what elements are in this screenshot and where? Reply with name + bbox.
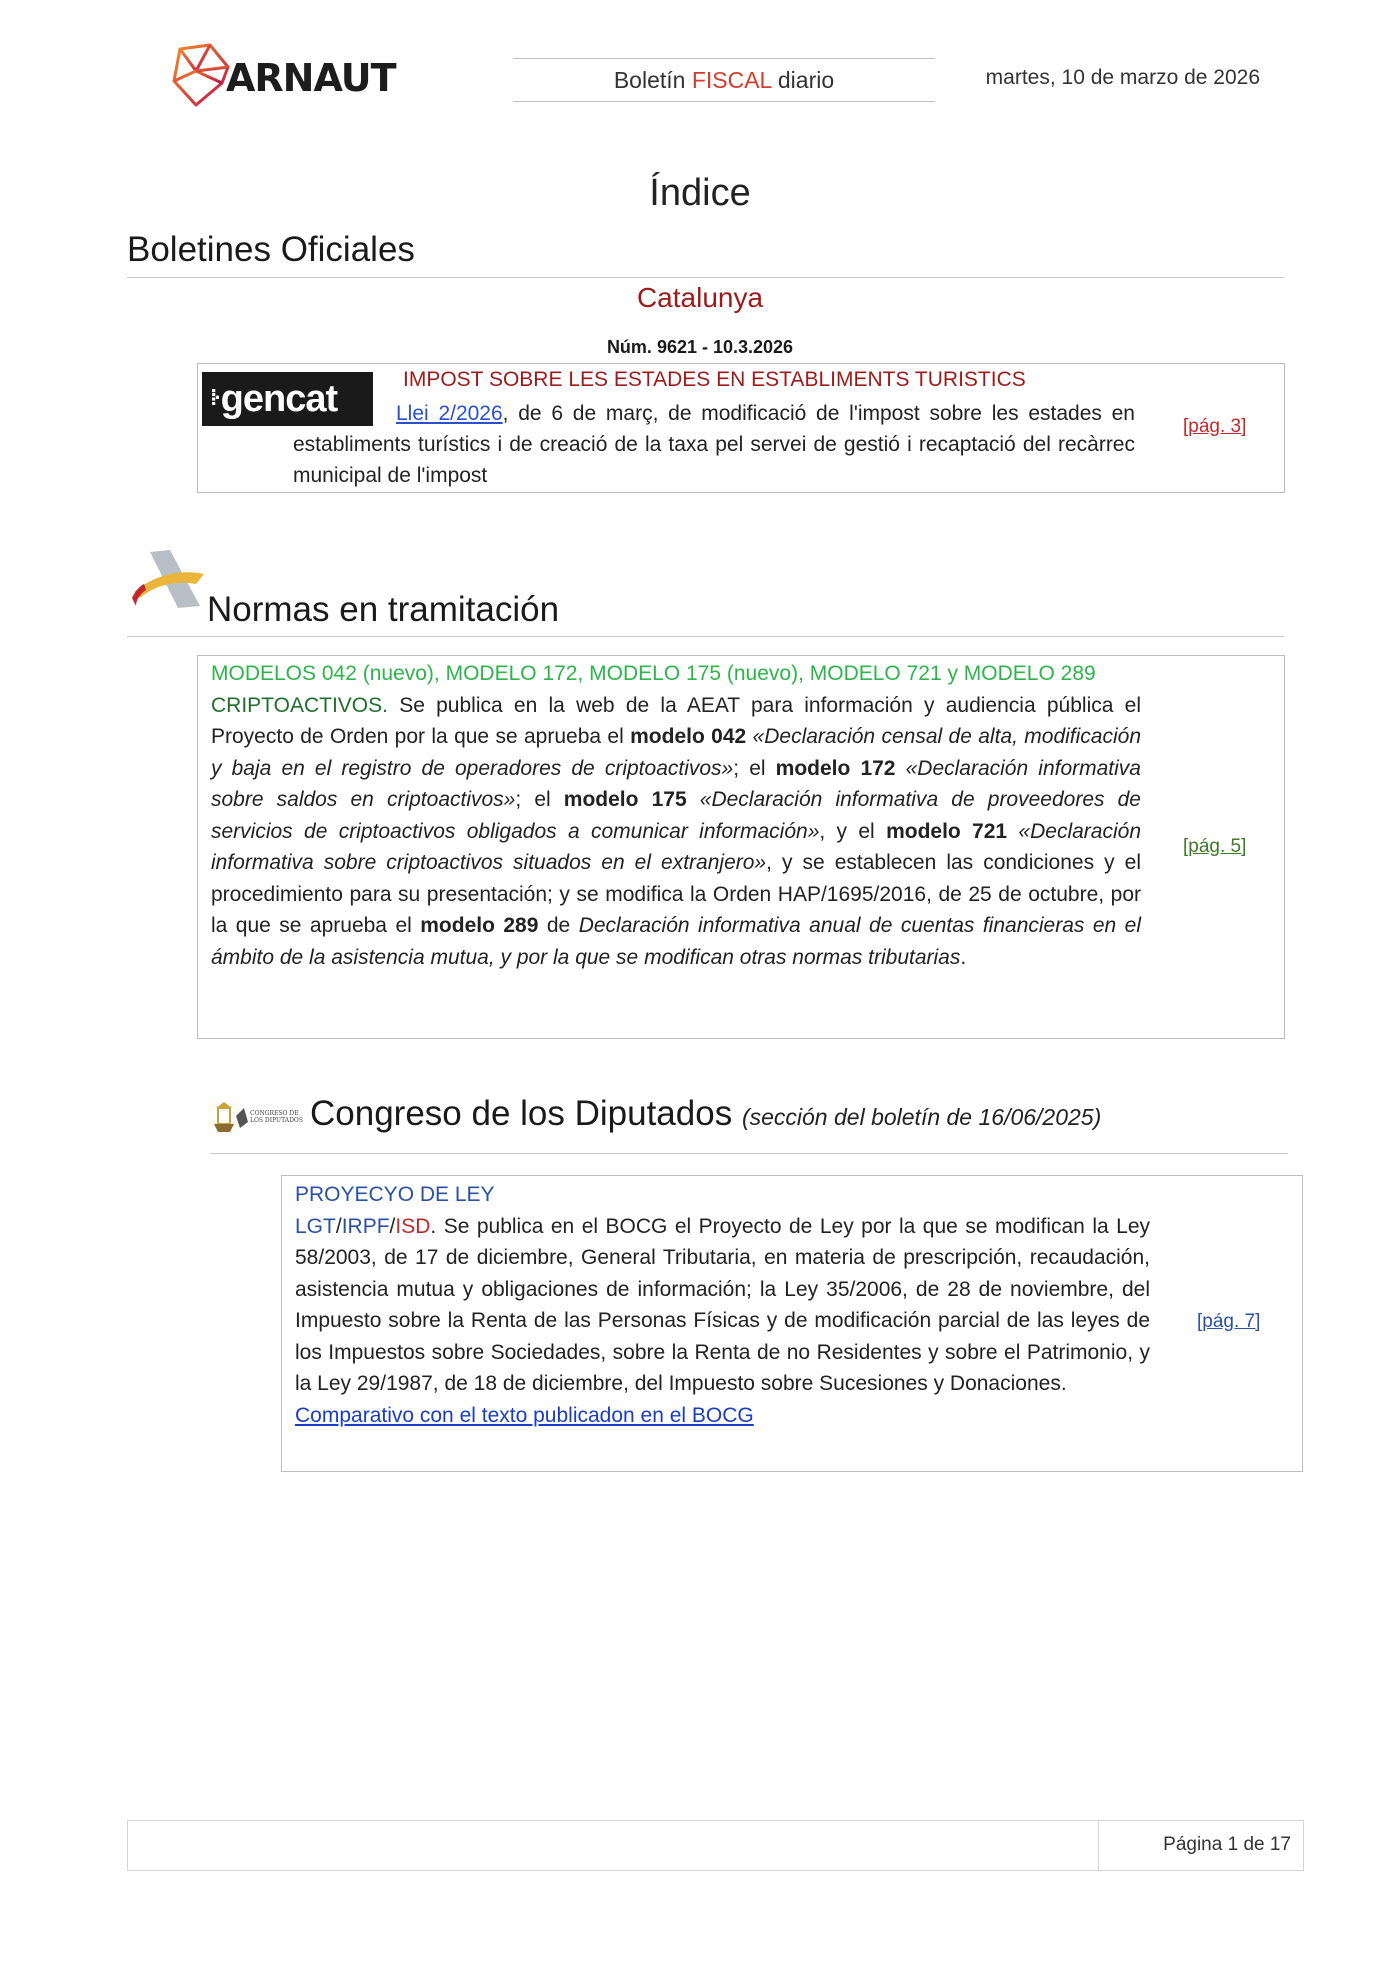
entry-normas-text-5: , y se establecen las condiciones y el procedimiento para su presentación; y se modifica la Orden HAP/1695/2016, de 25 de octubre, por la que se aprueba el bbox=[211, 851, 1141, 937]
section-normas bbox=[127, 545, 1284, 637]
entry-catalunya bbox=[197, 363, 1285, 493]
congreso-logo bbox=[210, 1098, 308, 1136]
tag-isd: ISD bbox=[395, 1214, 431, 1238]
tag-separator: / bbox=[335, 1214, 342, 1238]
entry-normas-lead: CRIPTOACTIVOS. bbox=[211, 693, 388, 717]
page-number: Página 1 de 17 bbox=[1163, 1834, 1291, 1855]
page-footer bbox=[127, 1820, 1304, 1871]
congreso-logo-text: CONGRESO DE LOS DIPUTADOS bbox=[250, 1110, 303, 1124]
section-boletines-title: Boletines Oficiales bbox=[127, 224, 1284, 278]
entry-congreso bbox=[281, 1175, 1303, 1472]
entry-normas-text-2: ; el bbox=[733, 756, 776, 780]
tag-separator: / bbox=[389, 1214, 396, 1238]
bulletin-date: martes, 10 de marzo de 2026 bbox=[985, 66, 1260, 89]
section-normas-title: Normas en tramitación bbox=[207, 590, 560, 629]
entry-congreso-body bbox=[295, 1179, 1150, 1431]
index-title: Índice bbox=[649, 172, 751, 214]
entry-normas-text-6: de bbox=[538, 914, 579, 937]
entry-normas bbox=[197, 655, 1285, 1039]
entry-normas-text-3: ; el bbox=[515, 788, 564, 811]
llei-link[interactable]: Llei 2/2026 bbox=[396, 402, 503, 425]
modelo-289: modelo 289 bbox=[420, 914, 539, 937]
arnaut-logo bbox=[170, 40, 400, 112]
bulletin-title bbox=[513, 58, 935, 102]
page-link-5[interactable]: [pág. 5] bbox=[1183, 836, 1247, 857]
entry-normas-text-1: Se publica en la web de la AEAT para información y audiencia pública el Proyecto de Orden por la que se aprueba el bbox=[211, 693, 1141, 748]
issue-number: Núm. 9621 - 10.3.2026 bbox=[606, 337, 794, 357]
logo-text: ARNAUT bbox=[226, 56, 396, 100]
section-congreso-title: Congreso de los Diputados bbox=[310, 1094, 733, 1133]
section-congreso-subtitle: (sección del boletín de 16/06/2025) bbox=[741, 1104, 1102, 1130]
comparativo-link[interactable]: Comparativo con el texto publicadon en el BOCG bbox=[295, 1403, 754, 1427]
modelo-175-desc: «Declaración informativa de proveedores de servicios de criptoactivos obligados a comunicar información» bbox=[211, 788, 1141, 843]
modelo-042: modelo 042 bbox=[630, 725, 747, 748]
tag-lgt: LGT bbox=[295, 1214, 336, 1238]
bulletin-title-fiscal: FISCAL bbox=[691, 67, 772, 93]
tag-irpf: IRPF bbox=[341, 1214, 390, 1238]
bulletin-title-prefix: Boletín bbox=[613, 67, 692, 93]
entry-congreso-text: . Se publica en el BOCG el Proyecto de Ley por la que se modifican la Ley 58/2003, de 17 de diciembre, General Tributaria, en materia de prescripción, recaudación, asistencia mutua y obligaciones de información; la Ley 35/2006, de 28 de noviembre, del Impuesto sobre la Renta de las Personas Físicas y de modificación parcial de las leyes de los Impuestos sobre Sociedades, sobre la Renta de no Residentes y sobre el Patrimonio, y la Ley 29/1987, de 18 de diciembre, del Impuesto sobre Sucesiones y Donaciones. bbox=[295, 1214, 1150, 1395]
modelo-721-desc: «Declaración informativa sobre criptoactivos situados en el extranjero» bbox=[211, 819, 1142, 874]
section-congreso-heading bbox=[310, 1094, 1101, 1134]
entry-congreso-title: PROYECYO DE LEY bbox=[295, 1183, 495, 1206]
region-title: Catalunya bbox=[636, 282, 764, 313]
entry-catalunya-title: IMPOST SOBRE LES ESTADES EN ESTABLIMENTS TURISTICS bbox=[403, 368, 1026, 391]
page-link-7[interactable]: [pág. 7] bbox=[1197, 1311, 1261, 1332]
entry-normas-text-4: , y el bbox=[819, 819, 887, 843]
section-congreso bbox=[210, 1092, 1288, 1154]
modelo-042-desc: «Declaración censal de alta, modificación y baja en el registro de operadores de criptoactivos» bbox=[211, 725, 1141, 780]
arnaut-logo-icon bbox=[170, 41, 232, 111]
entry-catalunya-text: , de 6 de març, de modificació de l'impost sobre les estades en establiments turístics i de creació de la taxa pel servei de gestió i recaptació del recàrrec municipal de l'impost bbox=[293, 402, 1135, 487]
modelo-175: modelo 175 bbox=[563, 788, 687, 811]
footer-divider bbox=[1098, 1821, 1099, 1870]
modelo-289-desc: Declaración informativa anual de cuentas financieras en el ámbito de la asistencia mutua, y por la que se modifican otras normas tributarias bbox=[211, 914, 1141, 969]
gencat-logo-text: gencat bbox=[220, 378, 338, 420]
bulletin-title-suffix: diario bbox=[771, 67, 835, 93]
modelo-721: modelo 721 bbox=[886, 819, 1008, 843]
entry-normas-body bbox=[211, 658, 1141, 973]
modelo-172: modelo 172 bbox=[775, 756, 896, 780]
entry-normas-title: MODELOS 042 (nuevo), MODELO 172, MODELO 175 (nuevo), MODELO 721 y MODELO 289 bbox=[211, 662, 1096, 685]
entry-normas-text-7: . bbox=[960, 945, 967, 969]
page-link-3[interactable]: [pág. 3] bbox=[1183, 416, 1247, 437]
entry-catalunya-body bbox=[293, 398, 1135, 491]
gencat-dots-icon: ⁞· bbox=[210, 385, 219, 410]
modelo-172-desc: «Declaración informativa sobre saldos en criptoactivos» bbox=[211, 756, 1141, 811]
aeat-logo-icon bbox=[130, 548, 206, 614]
